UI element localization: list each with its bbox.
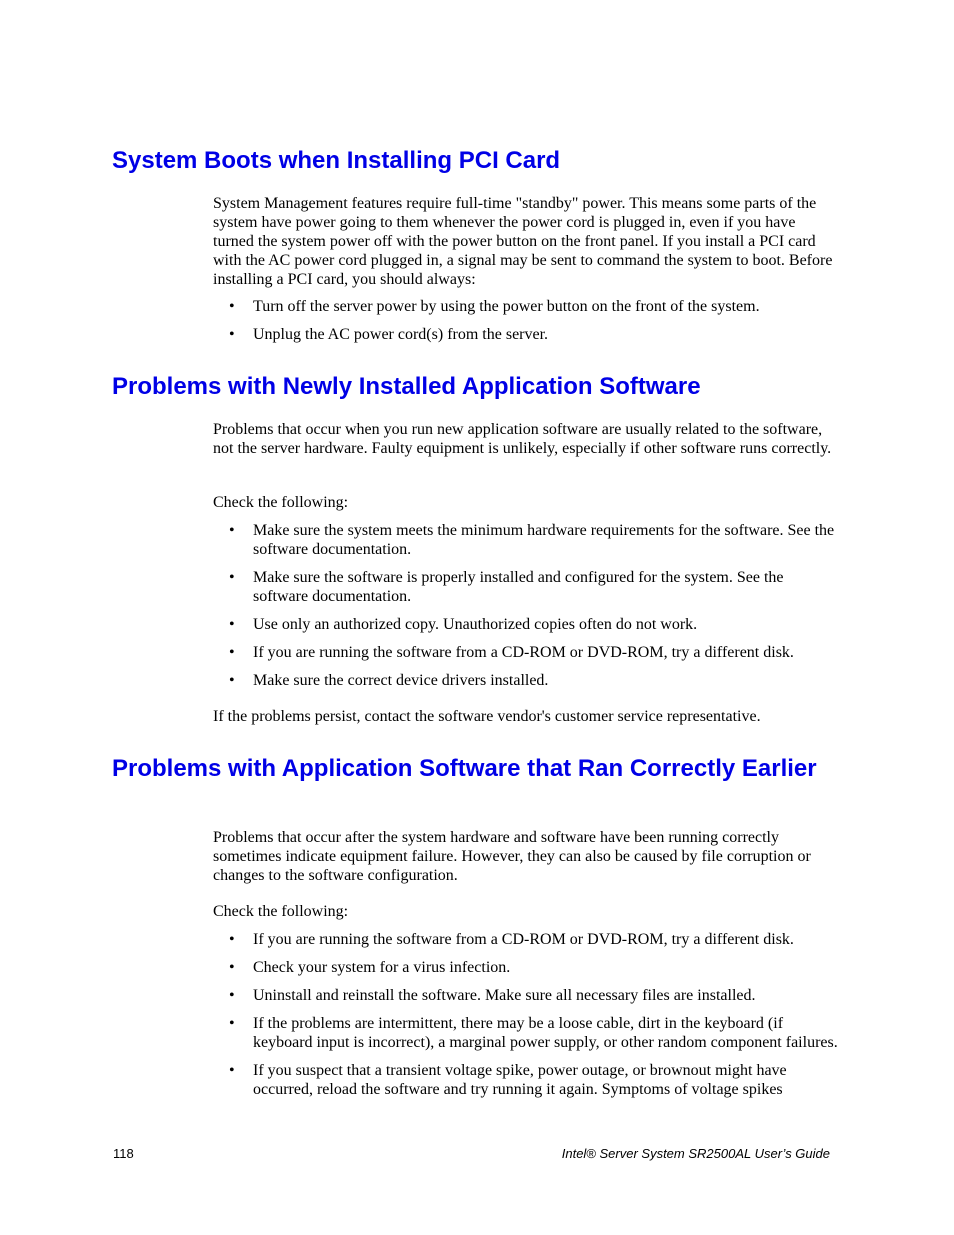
bullet-list-new-software	[213, 521, 838, 699]
paragraph-standby-power: System Management features require full-time "standby" power. This means some parts of the system have power going to them whenever the power cord is plugged in, even if you have turned the system power off with the power button on the front panel. If you install a PCI card with the AC power cord plugged in, a signal may be sent to command the system to boot. Before installing a PCI card, you should always:	[213, 195, 833, 288]
list-item: • If you suspect that a transient voltage spike, power outage, or brownout might have occurred, reload the software and try running it again. Symptoms of voltage spikes	[213, 1061, 838, 1099]
list-item: • Use only an authorized copy. Unauthorized copies often do not work.	[213, 615, 838, 634]
list-item: • Unplug the AC power cord(s) from the server.	[213, 325, 838, 344]
list-item: • Uninstall and reinstall the software. Make sure all necessary files are installed.	[213, 986, 838, 1005]
section-heading-new-software: Problems with Newly Installed Application Software	[112, 373, 701, 400]
paragraph-check-following: Check the following:	[213, 494, 349, 511]
document-title: Intel® Server System SR2500AL User’s Guide	[561, 1146, 830, 1161]
paragraph-contact-vendor: If the problems persist, contact the software vendor's customer service representative.	[213, 708, 761, 725]
bullet-list-pci-card	[213, 297, 838, 353]
list-item: • If you are running the software from a CD-ROM or DVD-ROM, try a different disk.	[213, 930, 838, 949]
paragraph-check-following: Check the following:	[213, 903, 349, 920]
section-heading-ran-correctly-earlier: Problems with Application Software that Ran Correctly Earlier	[112, 755, 817, 782]
list-item: • If the problems are intermittent, there may be a loose cable, dirt in the keyboard (if keyboard input is incorrect), a marginal power supply, or other random component failures.	[213, 1014, 838, 1052]
list-item: • Turn off the server power by using the power button on the front of the system.	[213, 297, 838, 316]
paragraph-new-software-intro: Problems that occur when you run new application software are usually related to the software, not the server hardware. Faulty equipment is unlikely, especially if other software runs correctly.	[213, 421, 832, 457]
page-number: 118	[113, 1146, 134, 1161]
paragraph-equipment-failure: Problems that occur after the system hardware and software have been running correctly sometimes indicate equipment failure. However, they can also be caused by file corruption or changes to the software configuration.	[213, 829, 811, 884]
list-item: • Make sure the software is properly installed and configured for the system. See the software documentation.	[213, 568, 838, 606]
list-item: • Make sure the correct device drivers installed.	[213, 671, 838, 690]
list-item: • Check your system for a virus infection.	[213, 958, 838, 977]
list-item: • Make sure the system meets the minimum hardware requirements for the software. See the software documentation.	[213, 521, 838, 559]
list-item: • If you are running the software from a CD-ROM or DVD-ROM, try a different disk.	[213, 643, 838, 662]
section-heading-pci-card: System Boots when Installing PCI Card	[112, 147, 561, 174]
bullet-list-ran-correctly	[213, 930, 838, 1108]
